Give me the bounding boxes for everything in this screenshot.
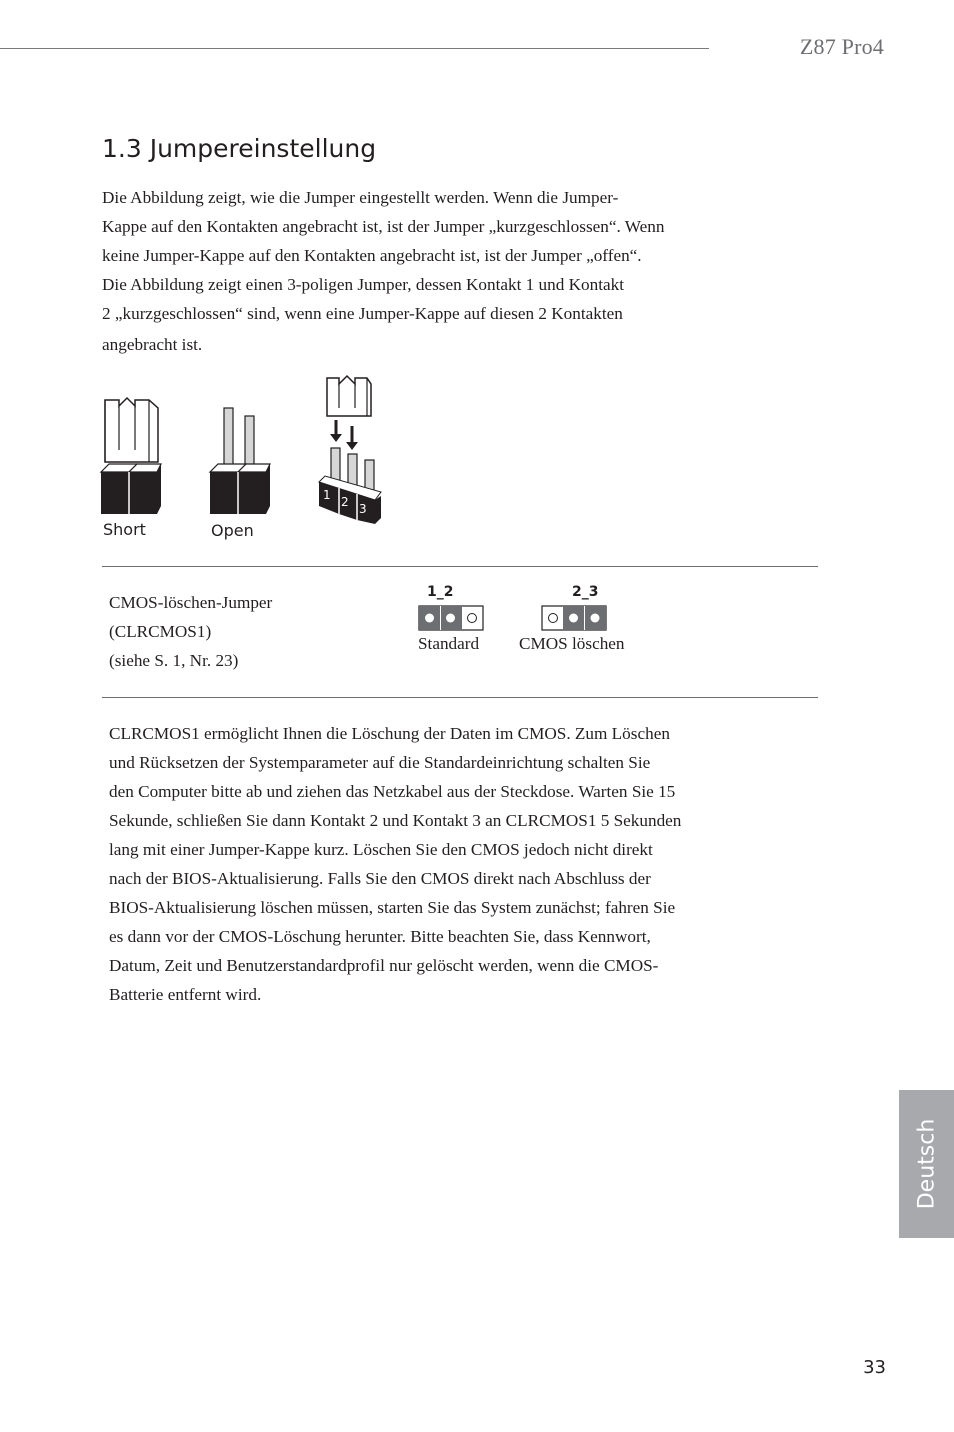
pins-label-2-3: 2_3 — [572, 584, 599, 600]
short-label: Short — [103, 520, 146, 539]
intro-paragraph — [102, 183, 762, 359]
intro-line: Die Abbildung zeigt, wie die Jumper eingestellt werden. Wenn die Jumper- — [102, 188, 619, 207]
intro-line: keine Jumper-Kappe auf den Kontakten angebracht ist, ist der Jumper „offen“. — [102, 246, 642, 265]
jumper-diagram — [95, 372, 395, 547]
description-line: Sekunde, schließen Sie dann Kontakt 2 und Kontakt 3 an CLRCMOS1 5 Sekunden — [109, 811, 682, 830]
description-line: und Rücksetzen der Systemparameter auf die Standardeinrichtung schalten Sie — [109, 753, 651, 772]
description-line: den Computer bitte ab und ziehen das Netzkabel aus der Steckdose. Warten Sie 15 — [109, 782, 676, 801]
pin-number-2: 2 — [341, 495, 349, 509]
language-tab-label: Deutsch — [914, 1118, 939, 1210]
description-line: CLRCMOS1 ermöglicht Ihnen die Löschung der Daten im CMOS. Zum Löschen — [109, 724, 670, 743]
state-standard: Standard — [418, 634, 480, 653]
short-jumper-illustration — [101, 398, 161, 514]
open-label: Open — [211, 521, 254, 540]
intro-line: 2 „kurzgeschlossen“ sind, wenn eine Jumper-Kappe auf diesen 2 Kontakten — [102, 304, 623, 323]
language-tab — [899, 1090, 954, 1238]
description-line: es dann vor der CMOS-Löschung herunter. Bitte beachten Sie, dass Kennwort, — [109, 927, 651, 946]
pins-1-2-graphic — [418, 605, 484, 631]
pin-number-1: 1 — [323, 488, 331, 502]
pins-label-1-2: 1_2 — [427, 584, 454, 600]
description-paragraph — [109, 719, 769, 1009]
three-pin-jumper-illustration — [319, 376, 381, 524]
intro-line: Kappe auf den Kontakten angebracht ist, ist der Jumper „kurzgeschlossen“. Wenn — [102, 217, 665, 236]
jumper-name-line: CMOS-löschen-Jumper — [109, 593, 273, 612]
description-line: nach der BIOS-Aktualisierung. Falls Sie den CMOS direkt nach Abschluss der — [109, 869, 651, 888]
header-rule — [0, 48, 709, 49]
description-line: Batterie entfernt wird. — [109, 985, 262, 1004]
state-cmos-clear: CMOS löschen — [519, 634, 625, 653]
pin-number-3: 3 — [359, 502, 367, 516]
intro-line: angebracht ist. — [102, 335, 203, 354]
table-bottom-rule — [102, 697, 818, 698]
description-line: lang mit einer Jumper-Kappe kurz. Löschen Sie den CMOS jedoch nicht direkt — [109, 840, 653, 859]
page-number: 33 — [863, 1357, 886, 1378]
description-line: Datum, Zeit und Benutzerstandardprofil nur gelöscht werden, wenn die CMOS- — [109, 956, 659, 975]
jumper-name-line: (siehe S. 1, Nr. 23) — [109, 651, 239, 670]
open-jumper-illustration — [210, 408, 270, 514]
jumper-name — [109, 588, 272, 675]
pins-2-3-graphic — [541, 605, 607, 631]
model-name: Z87 Pro4 — [799, 34, 884, 59]
section-title: 1.3 Jumpereinstellung — [102, 134, 377, 163]
jumper-name-line: (CLRCMOS1) — [109, 622, 212, 641]
table-top-rule — [102, 566, 818, 567]
intro-line: Die Abbildung zeigt einen 3-poligen Jumper, dessen Kontakt 1 und Kontakt — [102, 275, 625, 294]
description-line: BIOS-Aktualisierung löschen müssen, starten Sie das System zunächst; fahren Sie — [109, 898, 676, 917]
